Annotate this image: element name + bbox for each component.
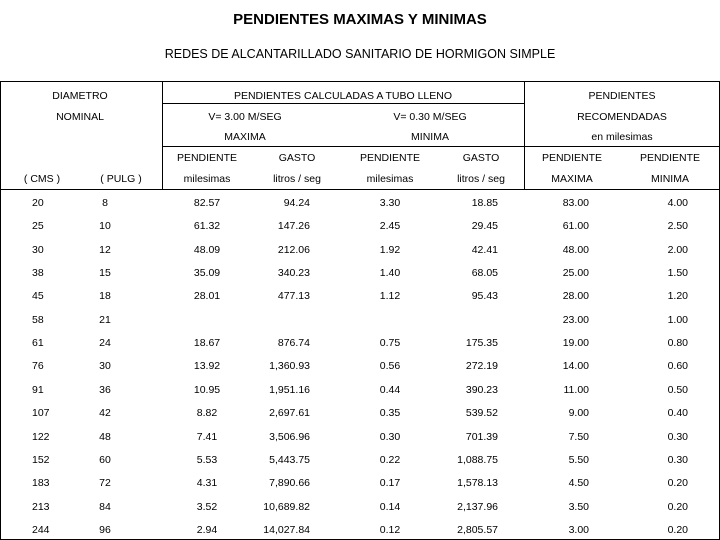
unit-rec-minima: MINIMA [651, 173, 689, 185]
cell-diametro-cms: 91 [32, 384, 44, 396]
cell-rec-min: 0.20 [667, 501, 688, 513]
cell-rec-max: 14.00 [562, 360, 589, 372]
cell-diametro-pulg: 18 [99, 290, 111, 302]
cell-diametro-cms: 76 [32, 360, 44, 372]
cell-gasto-max: 876.74 [277, 337, 310, 349]
cell-diametro-cms: 38 [32, 267, 44, 279]
cell-diametro-pulg: 8 [102, 197, 108, 209]
cell-diametro-pulg: 12 [99, 244, 111, 256]
cell-gasto-min: 272.19 [465, 360, 498, 372]
cell-rec-min: 0.80 [667, 337, 688, 349]
cell-diametro-cms: 122 [32, 431, 50, 443]
cell-rec-max: 83.00 [562, 197, 589, 209]
cell-rec-max: 3.00 [568, 524, 589, 536]
cell-gasto-min: 701.39 [465, 431, 498, 443]
cell-diametro-pulg: 60 [99, 454, 111, 466]
cell-gasto-max: 14,027.84 [263, 524, 310, 536]
cell-pendiente-min: 0.56 [379, 360, 401, 372]
cell-diametro-cms: 152 [32, 454, 50, 466]
subheader-top-border [162, 146, 720, 147]
cell-pendiente-max: 48.09 [193, 244, 221, 256]
cell-pendiente-max: 28.01 [193, 290, 221, 302]
cell-gasto-max: 147.26 [277, 220, 310, 232]
cell-pendiente-min: 2.45 [379, 220, 401, 232]
header-maxima: MAXIMA [224, 131, 266, 143]
cell-gasto-min: 18.85 [471, 197, 498, 209]
cell-pendiente-max: 7.41 [196, 431, 218, 443]
cell-gasto-min: 175.35 [465, 337, 498, 349]
table-left-border [0, 81, 1, 540]
cell-rec-min: 0.60 [667, 360, 688, 372]
cell-diametro-pulg: 72 [99, 477, 111, 489]
cell-pendiente-max: 82.57 [193, 197, 221, 209]
cell-gasto-max: 1,360.93 [269, 360, 310, 372]
cell-gasto-max: 340.23 [277, 267, 310, 279]
header-bottom-border [0, 189, 720, 190]
cell-diametro-cms: 25 [32, 220, 44, 232]
cell-diametro-cms: 183 [32, 477, 50, 489]
col-header-gasto-min: GASTO [462, 152, 500, 164]
cell-gasto-max: 1,951.16 [269, 384, 310, 396]
cell-pendiente-max: 3.52 [196, 501, 218, 513]
cell-diametro-pulg: 84 [99, 501, 111, 513]
cell-rec-max: 7.50 [568, 431, 589, 443]
cell-rec-min: 0.20 [667, 524, 688, 536]
cell-gasto-min: 390.23 [465, 384, 498, 396]
cell-diametro-cms: 213 [32, 501, 50, 513]
header-recomendadas: RECOMENDADAS [577, 111, 667, 123]
cell-pendiente-min: 1.12 [379, 290, 401, 302]
cell-rec-min: 2.00 [667, 244, 688, 256]
cell-pendiente-min: 3.30 [379, 197, 401, 209]
cell-pendiente-min: 0.35 [379, 407, 401, 419]
cell-pendiente-min: 0.14 [379, 501, 401, 513]
cell-rec-max: 11.00 [563, 384, 589, 396]
cell-gasto-max: 3,506.96 [269, 431, 310, 443]
cell-diametro-cms: 20 [32, 197, 44, 209]
cell-rec-max: 48.00 [562, 244, 589, 256]
cell-rec-max: 4.50 [568, 477, 589, 489]
header-diametro: DIAMETRO [52, 90, 108, 102]
cell-pendiente-max: 18.67 [193, 337, 221, 349]
cell-pendiente-min: 0.17 [379, 477, 401, 489]
cell-gasto-max: 7,890.66 [269, 477, 310, 489]
cell-rec-max: 25.00 [562, 267, 589, 279]
page-subtitle: REDES DE ALCANTARILLADO SANITARIO DE HORMIGON SIMPLE [164, 47, 556, 61]
cell-rec-min: 0.50 [667, 384, 688, 396]
unit-litros-max: litros / seg [273, 173, 321, 185]
cell-rec-max: 19.00 [562, 337, 589, 349]
cell-diametro-cms: 58 [32, 314, 44, 326]
col-header-pendiente-rec-min: PENDIENTE [639, 152, 701, 164]
cell-gasto-max: 2,697.61 [269, 407, 310, 419]
cell-pendiente-min: 1.40 [379, 267, 401, 279]
cell-pendiente-max: 61.32 [193, 220, 221, 232]
cell-pendiente-min: 0.44 [379, 384, 401, 396]
cell-rec-max: 9.00 [568, 407, 589, 419]
header-velocidad-minima: V= 0.30 M/SEG [393, 111, 467, 123]
cell-diametro-cms: 61 [32, 337, 44, 349]
cell-pendiente-max: 5.53 [196, 454, 218, 466]
cell-gasto-max: 5,443.75 [269, 454, 310, 466]
cell-rec-max: 23.00 [562, 314, 589, 326]
unit-milesimas-max: milesimas [183, 173, 231, 185]
cell-diametro-pulg: 96 [99, 524, 111, 536]
cell-diametro-pulg: 36 [99, 384, 111, 396]
cell-gasto-min: 2,805.57 [457, 524, 498, 536]
cell-gasto-min: 95.43 [471, 290, 498, 302]
cell-gasto-min: 1,578.13 [457, 477, 498, 489]
cell-rec-min: 1.00 [667, 314, 688, 326]
cell-gasto-min: 539.52 [465, 407, 498, 419]
cell-rec-max: 61.00 [562, 220, 589, 232]
unit-cms: ( CMS ) [23, 173, 61, 185]
cell-diametro-cms: 244 [32, 524, 50, 536]
header-calculadas: PENDIENTES CALCULADAS A TUBO LLENO [233, 90, 453, 102]
header-nominal: NOMINAL [56, 111, 104, 123]
cell-diametro-pulg: 42 [99, 407, 111, 419]
cell-rec-max: 3.50 [568, 501, 589, 513]
cell-gasto-min: 29.45 [471, 220, 498, 232]
cell-gasto-max: 212.06 [277, 244, 310, 256]
cell-rec-min: 0.20 [667, 477, 688, 489]
cell-diametro-pulg: 30 [99, 360, 111, 372]
col-header-gasto-max: GASTO [278, 152, 316, 164]
cell-rec-min: 0.30 [667, 454, 688, 466]
header-minima: MINIMA [411, 131, 449, 143]
header-velocidad-maxima: V= 3.00 M/SEG [208, 111, 282, 123]
cell-rec-max: 28.00 [562, 290, 589, 302]
cell-diametro-cms: 45 [32, 290, 44, 302]
cell-pendiente-max: 10.95 [193, 384, 221, 396]
header-en-milesimas: en milesimas [591, 131, 653, 143]
unit-litros-min: litros / seg [457, 173, 505, 185]
header-pendientes: PENDIENTES [588, 90, 656, 102]
cell-pendiente-max: 35.09 [193, 267, 221, 279]
cell-rec-min: 1.50 [667, 267, 688, 279]
cell-gasto-max: 94.24 [283, 197, 310, 209]
cell-gasto-min: 1,088.75 [457, 454, 498, 466]
cell-diametro-pulg: 21 [99, 314, 111, 326]
cell-diametro-cms: 107 [32, 407, 50, 419]
cell-rec-max: 5.50 [568, 454, 589, 466]
cell-pendiente-min: 0.30 [379, 431, 401, 443]
cell-pendiente-min: 0.22 [379, 454, 401, 466]
cell-rec-min: 4.00 [667, 197, 688, 209]
page-title: PENDIENTES MAXIMAS Y MINIMAS [233, 11, 487, 28]
cell-pendiente-min: 0.75 [379, 337, 401, 349]
cell-gasto-min: 2,137.96 [457, 501, 498, 513]
calc-header-underline [162, 103, 524, 104]
col-header-pendiente-rec-max: PENDIENTE [541, 152, 603, 164]
cell-rec-min: 1.20 [667, 290, 688, 302]
cell-gasto-min: 42.41 [471, 244, 498, 256]
cell-rec-min: 2.50 [667, 220, 688, 232]
unit-pulg: ( PULG ) [100, 173, 142, 185]
cell-pendiente-min: 0.12 [379, 524, 401, 536]
cell-diametro-pulg: 10 [99, 220, 111, 232]
cell-diametro-pulg: 24 [99, 337, 111, 349]
cell-diametro-cms: 30 [32, 244, 44, 256]
cell-pendiente-max: 4.31 [196, 477, 218, 489]
cell-gasto-min: 68.05 [471, 267, 498, 279]
cell-pendiente-max: 8.82 [196, 407, 218, 419]
unit-milesimas-min: milesimas [366, 173, 414, 185]
cell-gasto-max: 477.13 [277, 290, 310, 302]
col-header-pendiente-max: PENDIENTE [176, 152, 238, 164]
cell-rec-min: 0.30 [667, 431, 688, 443]
cell-pendiente-max: 2.94 [196, 524, 218, 536]
cell-pendiente-max: 13.92 [193, 360, 221, 372]
cell-diametro-pulg: 15 [99, 267, 111, 279]
cell-rec-min: 0.40 [667, 407, 688, 419]
unit-rec-maxima: MAXIMA [551, 173, 593, 185]
table-top-border [0, 81, 720, 82]
cell-pendiente-min: 1.92 [379, 244, 401, 256]
cell-gasto-max: 10,689.82 [263, 501, 310, 513]
col-header-pendiente-min: PENDIENTE [359, 152, 421, 164]
cell-diametro-pulg: 48 [99, 431, 111, 443]
